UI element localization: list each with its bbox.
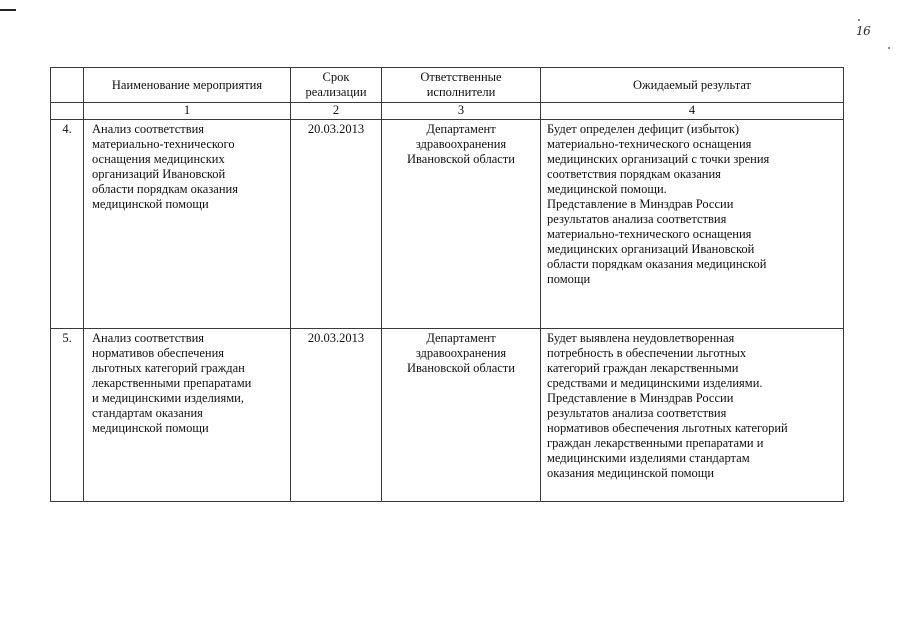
cell-line: Будет определен дефицит (избыток): [547, 122, 740, 136]
cell-line: нормативов обеспечения льготных категорий: [547, 421, 788, 435]
cell-line: медицинских организаций с точки зрения: [547, 152, 770, 166]
cell-line: Департамент: [426, 122, 496, 136]
header-responsible-cell: [382, 68, 541, 103]
column-number-cell: 2: [291, 103, 382, 120]
cell-line: результатов анализа соответствия: [547, 212, 727, 226]
expected-result-cell: [541, 120, 844, 329]
cell-line: организаций Ивановской: [92, 167, 226, 181]
cell-line: стандартам оказания: [92, 406, 203, 420]
cell-line: Ивановской области: [407, 152, 515, 166]
activities-table: [50, 67, 844, 502]
page-number: 16: [856, 24, 871, 38]
header-line: Наименование мероприятия: [111, 77, 263, 92]
table-header-row: [51, 68, 844, 103]
page-corner-dash: [0, 9, 16, 11]
header-line: реализации: [305, 85, 367, 99]
cell-line: материально-технического оснащения: [547, 137, 752, 151]
cell-line: Будет выявлена неудовлетворенная: [547, 331, 735, 345]
cell-line: здравоохранения: [415, 346, 507, 360]
cell-line: Анализ соответствия: [92, 122, 205, 136]
activity-name-cell: [84, 329, 291, 502]
cell-line: оснащения медицинских: [92, 152, 225, 166]
page-mark-dot: [858, 19, 860, 21]
row-number-cell: 4.: [51, 120, 84, 329]
cell-line: лекарственными препаратами: [92, 376, 252, 390]
cell-line: категорий граждан лекарственными: [547, 361, 739, 375]
column-number-cell: 1: [84, 103, 291, 120]
header-name-cell: [84, 68, 291, 103]
cell-line: здравоохранения: [415, 137, 507, 151]
cell-line: граждан лекарственными препаратами и: [547, 436, 764, 450]
cell-line: Представление в Минздрав России: [547, 197, 734, 211]
cell-line: медицинской помощи: [92, 197, 209, 211]
cell-line: Представление в Минздрав России: [547, 391, 734, 405]
cell-line: медицинскими изделиями стандартам: [547, 451, 750, 465]
cell-line: медицинской помощи.: [547, 182, 667, 196]
header-line: Ожидаемый результат: [632, 77, 752, 92]
cell-line: медицинских организаций Ивановской: [547, 242, 755, 256]
cell-line: материально-технического оснащения: [547, 227, 752, 241]
cell-line: соответствия порядкам оказания: [547, 167, 721, 181]
cell-line: Ивановской области: [407, 361, 515, 375]
table-row: [51, 120, 844, 329]
cell-line: льготных категорий граждан: [92, 361, 245, 375]
responsible-cell: [382, 120, 541, 329]
column-number-cell: 3: [382, 103, 541, 120]
cell-line: помощи: [547, 272, 591, 286]
cell-line: области порядкам оказания: [92, 182, 238, 196]
cell-line: Департамент: [426, 331, 496, 345]
table-row: [51, 329, 844, 502]
cell-line: оказания медицинской помощи: [547, 466, 715, 480]
column-number-row: [51, 103, 844, 120]
cell-line: области порядкам оказания медицинской: [547, 257, 767, 271]
header-line: Ответственные: [420, 70, 502, 84]
row-number-cell: 5.: [51, 329, 84, 502]
cell-line: нормативов обеспечения: [92, 346, 225, 360]
cell-line: результатов анализа соответствия: [547, 406, 727, 420]
cell-line: средствами и медицинскими изделиями.: [547, 376, 763, 390]
activity-name-cell: [84, 120, 291, 329]
cell-line: материально-технического: [92, 137, 235, 151]
cell-line: потребность в обеспечении льготных: [547, 346, 747, 360]
header-number-cell: [51, 68, 84, 103]
column-number-cell: 4: [541, 103, 844, 120]
header-result-cell: [541, 68, 844, 103]
header-date-cell: [291, 68, 382, 103]
cell-line: и медицинскими изделиями,: [92, 391, 244, 405]
deadline-cell: 20.03.2013: [291, 120, 382, 329]
column-number-cell: [51, 103, 84, 120]
responsible-cell: [382, 329, 541, 502]
expected-result-cell: [541, 329, 844, 502]
cell-line: медицинской помощи: [92, 421, 209, 435]
deadline-cell: 20.03.2013: [291, 329, 382, 502]
page-mark-dot: [888, 47, 890, 49]
header-line: исполнители: [426, 85, 496, 99]
header-line: Срок: [322, 70, 350, 84]
cell-line: Анализ соответствия: [92, 331, 205, 345]
